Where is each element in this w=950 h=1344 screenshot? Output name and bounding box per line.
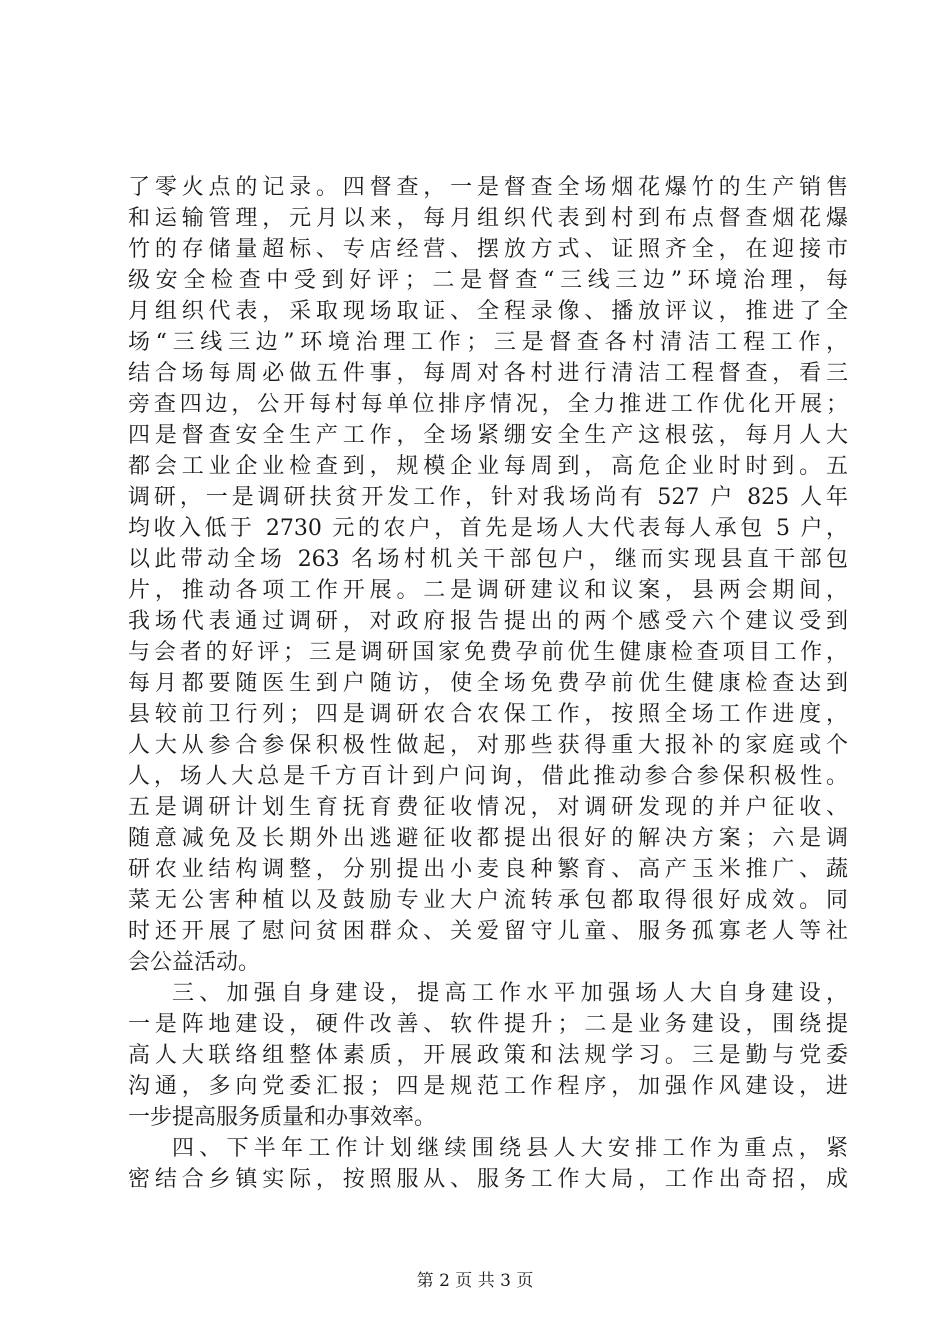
text-line: 人，场人大总是千方百计到户问询，借此推动参合参保积极性。: [128, 764, 848, 789]
text-line: 竹的存储量超标、专店经营、摆放方式、证照齐全，在迎接市: [128, 237, 848, 262]
text-line: 了零火点的记录。四督查，一是督查全场烟花爆竹的生产销售: [128, 175, 848, 200]
text-line: 级安全检查中受到好评；二是督查“三线三边”环境治理，每: [128, 268, 848, 293]
text-line: 时还开展了慰问贫困群众、关爱留守儿童、服务孤寡老人等社: [128, 919, 848, 944]
body-text: [128, 172, 848, 1195]
text-line: 每月都要随医生到户随访，使全场免费孕前优生健康检查达到: [128, 671, 848, 696]
text-line: 人大从参合参保积极性做起，对那些获得重大报补的家庭或个: [128, 733, 848, 758]
text-line: 以此带动全场 263 名场村机关干部包户，继而实现县直干部包: [128, 547, 848, 572]
section-three-heading-line: 三、加强自身建设，提高工作水平加强场人大自身建设，: [172, 981, 848, 1006]
text-line: 研农业结构调整，分别提出小麦良种繁育、高产玉米推广、蔬: [128, 857, 848, 882]
text-line: 密结合乡镇实际，按照服从、服务工作大局，工作出奇招，成: [128, 1167, 848, 1192]
text-line: 和运输管理，元月以来，每月组织代表到村到布点督查烟花爆: [128, 206, 848, 231]
text-line: 县较前卫行列；四是调研农合农保工作，按照全场工作进度，: [128, 702, 848, 727]
page-number-footer: 第 2 页 共 3 页: [416, 1271, 534, 1291]
text-line: 月组织代表，采取现场取证、全程录像、播放评议，推进了全: [128, 299, 848, 324]
paragraph-end-line: 会公益活动。: [128, 950, 261, 975]
text-line: 一是阵地建设，硬件改善、软件提升；二是业务建设，围绕提: [128, 1012, 848, 1037]
paragraph-end-line: 一步提高服务质量和办事效率。: [128, 1105, 437, 1130]
text-line: 我场代表通过调研，对政府报告提出的两个感受六个建议受到: [128, 609, 848, 634]
text-line: 高人大联络组整体素质，开展政策和法规学习。三是勤与党委: [128, 1043, 848, 1068]
text-line: 随意减免及长期外出逃避征收都提出很好的解决方案；六是调: [128, 826, 848, 851]
text-line: 菜无公害种植以及鼓励专业大户流转承包都取得很好成效。同: [128, 888, 848, 913]
text-line: 旁查四边，公开每村每单位排序情况，全力推进工作优化开展；: [128, 392, 848, 417]
text-line: 五是调研计划生育抚育费征收情况，对调研发现的并户征收、: [128, 795, 848, 820]
text-line: 都会工业企业检查到，规模企业每周到，高危企业时时到。五: [128, 454, 848, 479]
text-line: 四是督查安全生产工作，全场紧绷安全生产这根弦，每月人大: [128, 423, 848, 448]
text-line: 场“三线三边”环境治理工作；三是督查各村清洁工程工作，: [128, 330, 848, 355]
text-line: 均收入低于 2730 元的农户，首先是场人大代表每人承包 5 户，: [128, 516, 848, 541]
text-line: 沟通，多向党委汇报；四是规范工作程序，加强作风建设，进: [128, 1074, 848, 1099]
section-four-heading-line: 四、下半年工作计划继续围绕县人大安排工作为重点，紧: [172, 1136, 848, 1161]
text-line: 与会者的好评；三是调研国家免费孕前优生健康检查项目工作，: [128, 640, 848, 665]
text-line: 调研，一是调研扶贫开发工作，针对我场尚有 527 户 825 人年: [128, 485, 848, 510]
text-line: 片，推动各项工作开展。二是调研建议和议案，县两会期间，: [128, 578, 848, 603]
text-line: 结合场每周必做五件事，每周对各村进行清洁工程督查，看三: [128, 361, 848, 386]
